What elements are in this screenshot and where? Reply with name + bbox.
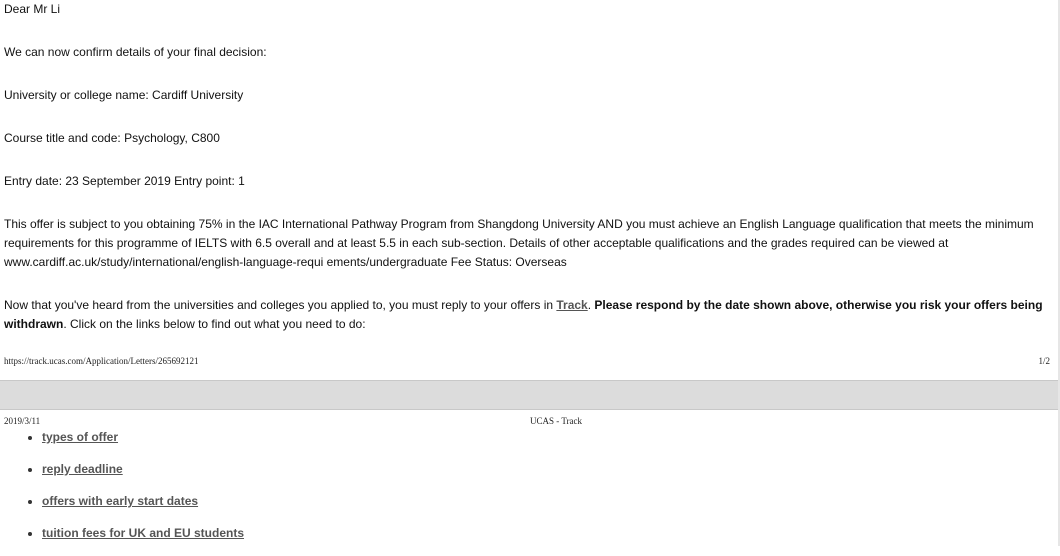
entry-line: Entry date: 23 September 2019 Entry point: 1 xyxy=(4,174,245,188)
help-links-list xyxy=(22,428,244,556)
print-title: UCAS - Track xyxy=(530,416,583,426)
offer-conditions: This offer is subject to you obtaining 75% in the IAC International Pathway Program from Shangdong University AND you must achieve an English Language qualification that meets the minimum requirements for this programme of IELTS with 6.5 overall and at least 5.5 in each sub-section. Details of other acceptable qualifications and the grades required can be viewed at www.cardiff.ac.uk/study/international/english-language-requi ements/undergraduate Fee Status: Overseas xyxy=(4,217,1034,269)
tuition-fees-link[interactable]: tuition fees for UK and EU students xyxy=(42,526,245,540)
list-item xyxy=(42,428,244,460)
early-start-dates-link[interactable]: offers with early start dates xyxy=(42,494,199,508)
reply-text: Now that you've heard from the universities and colleges you applied to, you must reply to your offers in xyxy=(4,298,557,312)
university-line: University or college name: Cardiff University xyxy=(4,88,244,102)
list-item xyxy=(42,460,244,492)
reply-dot: . xyxy=(587,298,595,312)
track-link[interactable]: Track xyxy=(556,298,588,312)
reply-deadline-link[interactable]: reply deadline xyxy=(42,462,123,476)
course-line: Course title and code: Psychology, C800 xyxy=(4,131,220,145)
list-item xyxy=(42,524,244,556)
page-separator xyxy=(0,380,1060,410)
types-of-offer-link[interactable]: types of offer xyxy=(42,430,119,444)
reply-paragraph xyxy=(4,296,1052,334)
reply-instructions: . Click on the links below to find out what you need to do: xyxy=(63,317,366,331)
reply-warning: Please respond by the date shown above, otherwise you risk your offers being withdrawn xyxy=(4,298,1043,331)
intro-line: We can now confirm details of your final decision: xyxy=(4,45,267,59)
greeting: Dear Mr Li xyxy=(4,2,61,16)
print-date: 2019/3/11 xyxy=(4,416,41,426)
list-item xyxy=(42,492,244,524)
page-url: https://track.ucas.com/Application/Letters/265692121 xyxy=(4,356,199,366)
page-number: 1/2 xyxy=(1038,356,1050,366)
